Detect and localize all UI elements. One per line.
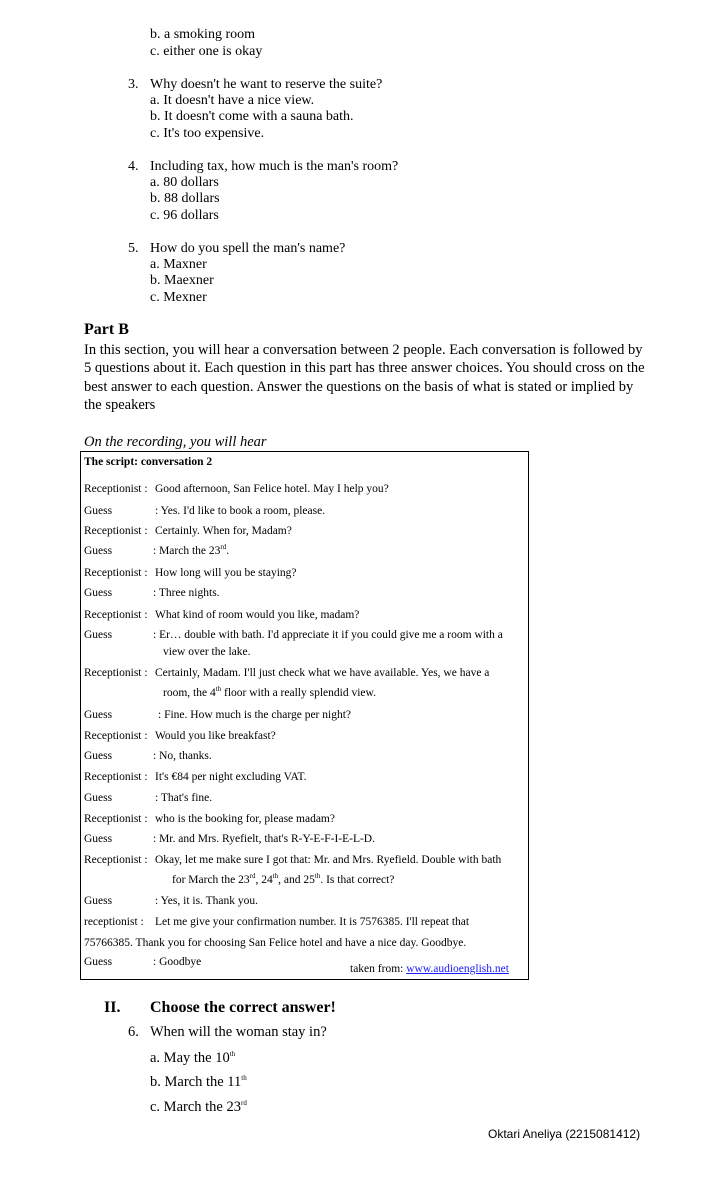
line-fragment: room, the 4 bbox=[163, 687, 216, 699]
q3-option-a: a. It doesn't have a nice view. bbox=[150, 93, 315, 108]
section-ii-title: Choose the correct answer! bbox=[150, 999, 336, 1016]
script-speaker: Receptionist : bbox=[84, 483, 148, 495]
script-line-text bbox=[153, 832, 375, 846]
part-b-intro-line: the speakers bbox=[84, 397, 156, 413]
line-fragment: : No, thanks. bbox=[153, 750, 212, 762]
line-fragment: What kind of room would you like, madam? bbox=[155, 609, 360, 621]
script-speaker: Receptionist : bbox=[84, 813, 148, 825]
script-speaker: Guess bbox=[84, 587, 113, 599]
line-fragment: Good afternoon, San Felice hotel. May I help you? bbox=[155, 483, 389, 495]
script-line-text bbox=[155, 608, 359, 622]
script-line-text bbox=[153, 749, 212, 763]
section-ii-number: II. bbox=[104, 999, 121, 1016]
line-fragment: : Yes. I'd like to book a room, please. bbox=[155, 505, 326, 517]
q6-option-a: a. May the 10th bbox=[150, 1050, 236, 1066]
q6-option-c: c. March the 23rd bbox=[150, 1099, 247, 1115]
line-fragment: floor with a really splendid view. bbox=[221, 687, 376, 699]
ordinal-suffix: rd bbox=[220, 543, 227, 552]
script-line-text bbox=[155, 504, 325, 518]
ordinal-suffix: th bbox=[215, 685, 222, 694]
script-line-text bbox=[155, 812, 335, 826]
q5-option-a: a. Maxner bbox=[150, 257, 207, 272]
q4-option-a: a. 80 dollars bbox=[150, 175, 219, 190]
q3-option-b: b. It doesn't come with a sauna bath. bbox=[150, 109, 354, 124]
script-speaker: Receptionist : bbox=[84, 667, 148, 679]
q5-number: 5. bbox=[128, 241, 139, 256]
q6-number: 6. bbox=[128, 1024, 139, 1040]
line-fragment: : Fine. How much is the charge per night? bbox=[158, 709, 352, 721]
q5-text: How do you spell the man's name? bbox=[150, 241, 346, 256]
line-fragment: 75766385. Thank you for choosing San Felice hotel and have a nice day. Goodbye. bbox=[84, 937, 467, 949]
script-speaker: Receptionist : bbox=[84, 730, 148, 742]
script-speaker: Receptionist : bbox=[84, 525, 148, 537]
line-fragment: , and 25 bbox=[278, 874, 315, 886]
script-speaker: Guess bbox=[84, 956, 113, 968]
script-title: The script: conversation 2 bbox=[84, 456, 213, 468]
part-b-intro-line: 5 questions about it. Each question in this part has three answer choices. You should cross on the bbox=[84, 360, 645, 376]
q4-option-b: b. 88 dollars bbox=[150, 191, 220, 206]
script-line-text bbox=[155, 791, 212, 805]
script-line-text bbox=[155, 894, 258, 908]
script-line-text bbox=[155, 524, 292, 538]
script-line-text bbox=[158, 708, 351, 722]
script-line-text bbox=[155, 566, 297, 580]
script-line-text bbox=[155, 770, 307, 784]
line-fragment: Okay, let me make sure I got that: Mr. and Mrs. Ryefield. Double with bath bbox=[155, 854, 502, 866]
part-b-intro-line: best answer to each question. Answer the questions on the basis of what is stated or implied by bbox=[84, 379, 634, 395]
q4-text: Including tax, how much is the man's room? bbox=[150, 159, 399, 174]
line-fragment: , 24 bbox=[255, 874, 273, 886]
script-speaker: Receptionist : bbox=[84, 771, 148, 783]
script-source bbox=[350, 962, 509, 976]
script-line-text bbox=[153, 586, 220, 600]
script-speaker: Guess bbox=[84, 792, 113, 804]
ordinal-suffix: rd bbox=[249, 872, 256, 881]
script-line-text bbox=[163, 686, 376, 700]
line-fragment: : Three nights. bbox=[153, 587, 220, 599]
q3-text: Why doesn't he want to reserve the suite? bbox=[150, 77, 383, 92]
q3-number: 3. bbox=[128, 77, 139, 92]
q3-option-c: c. It's too expensive. bbox=[150, 126, 265, 141]
part-b-heading: Part B bbox=[84, 321, 129, 338]
script-speaker: Guess bbox=[84, 750, 113, 762]
line-fragment: How long will you be staying? bbox=[155, 567, 297, 579]
line-fragment: Would you like breakfast? bbox=[155, 730, 276, 742]
line-fragment: : March the 23 bbox=[153, 545, 221, 557]
q4-option-c: c. 96 dollars bbox=[150, 208, 219, 223]
line-fragment: . bbox=[226, 545, 230, 557]
q5-option-b: b. Maexner bbox=[150, 273, 214, 288]
script-line-text bbox=[155, 853, 501, 867]
script-speaker: Guess bbox=[84, 545, 113, 557]
script-line-text bbox=[153, 955, 201, 969]
script-line-text bbox=[155, 666, 489, 680]
line-fragment: : Yes, it is. Thank you. bbox=[155, 895, 258, 907]
q2-option-b: b. a smoking room bbox=[150, 27, 255, 42]
line-fragment: : Mr. and Mrs. Ryefielt, that's R-Y-E-F-I-E-L-D. bbox=[153, 833, 375, 845]
recording-label: On the recording, you will hear bbox=[84, 434, 267, 450]
q2-option-c: c. either one is okay bbox=[150, 44, 263, 59]
ordinal-suffix: th bbox=[272, 872, 279, 881]
script-line-text bbox=[155, 915, 469, 929]
source-prefix: taken from: bbox=[350, 963, 407, 975]
script-line-text bbox=[155, 729, 276, 743]
q5-option-c: c. Mexner bbox=[150, 290, 207, 305]
script-speaker: Guess bbox=[84, 505, 113, 517]
source-link[interactable]: www.audioenglish.net bbox=[406, 963, 509, 975]
line-fragment: who is the booking for, please madam? bbox=[155, 813, 335, 825]
line-fragment: . Is that correct? bbox=[320, 874, 395, 886]
line-fragment: Certainly, Madam. I'll just check what we have available. Yes, we have a bbox=[155, 667, 490, 679]
script-speaker: Guess bbox=[84, 895, 113, 907]
script-speaker: Guess bbox=[84, 629, 113, 641]
q4-number: 4. bbox=[128, 159, 139, 174]
script-speaker: Guess bbox=[84, 833, 113, 845]
line-fragment: It's €84 per night excluding VAT. bbox=[155, 771, 307, 783]
q6-text: When will the woman stay in? bbox=[150, 1024, 327, 1040]
line-fragment: : That's fine. bbox=[155, 792, 213, 804]
script-line-text bbox=[153, 628, 503, 642]
script-line-text bbox=[163, 645, 251, 659]
script-speaker: Receptionist : bbox=[84, 567, 148, 579]
script-line-text bbox=[153, 544, 229, 558]
line-fragment: Let me give your confirmation number. It is 7576385. I'll repeat that bbox=[155, 916, 470, 928]
script-speaker: Receptionist : bbox=[84, 854, 148, 866]
line-fragment: : Goodbye bbox=[153, 956, 202, 968]
script-speaker: Receptionist : bbox=[84, 609, 148, 621]
script-line-text bbox=[172, 873, 394, 887]
line-fragment: view over the lake. bbox=[163, 646, 251, 658]
line-fragment: : Er… double with bath. I'd appreciate it if you could give me a room with a bbox=[153, 629, 503, 641]
q6-option-b: b. March the 11th bbox=[150, 1074, 247, 1090]
script-line-text bbox=[84, 936, 466, 950]
ordinal-suffix: th bbox=[314, 872, 321, 881]
script-speaker: Guess bbox=[84, 709, 113, 721]
script-line-text bbox=[155, 482, 389, 496]
line-fragment: for March the 23 bbox=[172, 874, 250, 886]
footer-author: Oktari Aneliya (2215081412) bbox=[488, 1127, 641, 1141]
script-speaker: receptionist : bbox=[84, 916, 144, 928]
part-b-intro-line: In this section, you will hear a conversation between 2 people. Each conversation is followed by bbox=[84, 342, 643, 358]
line-fragment: Certainly. When for, Madam? bbox=[155, 525, 292, 537]
